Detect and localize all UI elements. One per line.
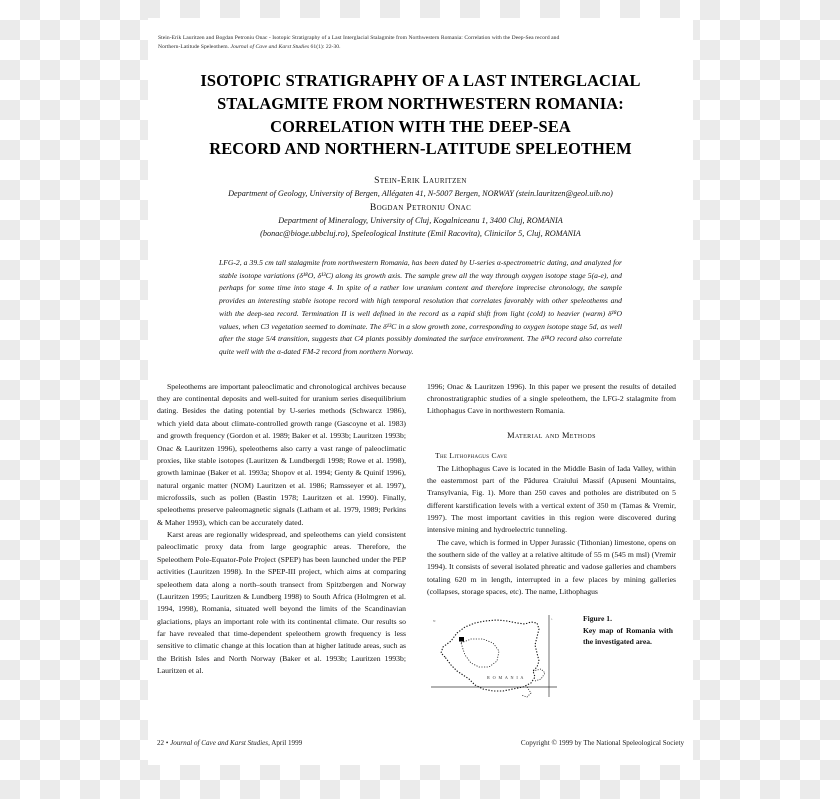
author-affiliation-2-line2: (bonac@bioge.ubbcluj.ro), Speleological Institute (Emil Racovita), Clinicilor 5, Cluj, ROMANIA [260,229,581,239]
svg-text:N: N [433,619,436,624]
romania-map-svg [427,609,575,706]
body-columns [157,381,684,707]
abstract: LFG-2, a 39.5 cm tall stalagmite from northwestern Romania, has been dated by U-series α-spectrometric dating, and analyzed for stable isotope variations (δ¹⁸O, δ¹³C) along its growth axis. The sample grew all the way through oxygen isotope stage 5(a-e), and perhaps for some time into stage 4. In spite of a rather low uranium content and therefore imprecise chronology, the sample provides an interesting stable isotope record with high temporal resolution that correlates favorably with other speleothems and with the deep-sea record. Termination II is well defined in the record as a rapid shift from light (cold) to heavier (warm) δ¹⁸O values, when C3 vegetation seemed to dominate. The δ¹³C in a slow growth zone, corresponding to oxygen isotope stage 5d, as well after the stage 5/4 transition, suggests that C4 plants possibly dominated the surface environment. The δ¹⁸O record also correlate quite well with the α-dated FM-2 record from northern Norway. [219,257,622,357]
figure-caption [583,609,673,647]
running-head-journal: Journal of Cave and Karst Studies [230,43,310,50]
figure-caption-text: Key map of Romania with the investigated area. [583,625,673,647]
figure-number: Figure 1. [583,614,613,624]
title-line-1: ISOTOPIC STRATIGRAPHY OF A LAST INTERGLACIAL [200,71,641,91]
study-area-marker [459,637,464,642]
map-country-label: R O M A N I A [487,675,525,681]
author-name-1: Stein-Erik Lauritzen [374,174,467,186]
left-paragraph-1: Speleothems are important paleoclimatic and chronological archives because they are continental deposits and well-suited for uranium series disequilibrium dating. Besides the dating potential by U-series methods (Schwarcz 1986), which yield data about climate-controlled growth range (Gascoyne et al. 1983) and growth frequency (Gordon et al. 1989; Baker et al. 1993b; Lauritzen 1993b; Onac & Lauritzen 1996), speleothems also carry a vast range of paleoclimatic proxies, like stable isotopes (Lauritzen & Lundbergdi 1998; Rowe et al. 1998), growth laminae (Baker et al. 1993a; Shopov et al. 1994; Genty & Quinif 1996), natural organic matter (NOM) Lauritzen et al. 1986; Ramsseyer et al. 1997), microfossils, such as pollen (Bastin 1978; Lauritzen et al. 1990). Finally, speleothems preserve paleomagnetic signals (Latham et al. 1979, 1989; Perkins & Maher 1993), which can be accurately dated. [157,381,406,527]
paper-page [148,18,693,765]
author-affiliation-2-line1: Department of Mineralogy, University of Cluj, Kogalniceanu 1, 3400 Cluj, ROMANIA [278,216,563,226]
page-title [157,70,684,161]
left-column [157,381,406,707]
running-head [157,34,684,54]
footer-issue: , April 1999 [268,739,303,747]
running-head-line1: Stein-Erik Lauritzen and Bogdan Petroniu Onac - Isotopic Stratigraphy of a Last Interglacial Stalagmite from Northwestern Romania: Correlation with the Deep-Sea record and [158,35,560,41]
footer-copyright: Copyright © 1999 by The National Speleological Society [520,739,684,747]
author-affiliation-1: Department of Geology, University of Bergen, Allégaten 41, N-5007 Bergen, NORWAY (stein.lauritzen@geol.uib.no) [228,189,613,199]
title-line-3: CORRELATION WITH THE DEEP-SEA [270,116,571,136]
right-paragraph-1: 1996; Onac & Lauritzen 1996). In this paper we present the results of detailed chronostratigraphic studies of a single speleothem, the LFG-2 stalagmite from Lithophagus Cave in northwestern Romania. [427,381,676,416]
page-footer [157,739,684,747]
footer-page-number: 22 • [157,739,169,747]
footer-journal-name: Journal of Cave and Karst Studies [170,739,269,747]
romania-key-map [427,609,575,706]
running-head-citation: 61(1): 22-30. [310,43,341,50]
figure-1 [427,609,676,706]
author-block [157,174,684,241]
title-line-2: STALAGMITE FROM NORTHWESTERN ROMANIA: [217,93,624,113]
svg-text:°: ° [551,618,553,623]
left-paragraph-2: Karst areas are regionally widespread, and speleothems can yield consistent paleoclimatic proxy data from large geographic areas. Therefore, the Speleothem Pole-Equator-Pole Project (SPEP) has been launched under the PEP activities (Lauritzen 1998). In the SPEP-III project, which aims at comparing speleothem data along a north–south transect from Spitzbergen and Norway (Lauritzen 1995; Lauritzen & Lundberg 1998) to South Africa (Holmgren et al. 1994, 1998), Romania, situated well beyond the limits of the Scandinavian glaciations, plays an important role with its continental climate. Our results so far have revealed that time-dependent speleothem growth frequency is less sensitive to climatic change at this location than at higher latitude areas, such as the British Isles and North Norway (Baker et al. 1993b; Lauritzen 1993b; Lauritzen et al. [157,530,406,676]
right-paragraph-3: The cave, which is formed in Upper Jurassic (Tithonian) limestone, opens on the southern side of the valley at a relative altitude of 55 m (545 m msl) (Vremir 1994). It consists of several isolated phreatic and vadose galleries and chambers totaling 620 m in length, interrupted in a few places by mining galleries (collapses, storage spaces, etc). The name, Lithophagus [427,537,676,597]
subsection-heading-lithophagus-cave: The Lithophagus Cave [435,451,508,461]
footer-left [157,739,302,747]
title-line-4: RECORD AND NORTHERN-LATITUDE SPELEOTHEM [209,139,632,159]
author-name-2: Bogdan Petroniu Onac [369,201,472,213]
running-head-line2: Northern-Latitude Speleothem. [158,43,230,50]
right-paragraph-2: The Lithophagus Cave is located in the Middle Basin of Iada Valley, within the easternmost part of the Pădurea Craiului Massif (Apuseni Mountains, Transylvania, Fig. 1). More than 250 caves and potholes are distributed on 5 different karstification levels with a vertical extent of 350 m (Tamas & Vremir, 1997). The most important cavities in this region were discovered during intensive mining and hydroelectric tunneling. [427,463,676,535]
right-column [427,381,676,707]
section-heading-material-and-methods: Material and Methods [507,430,596,440]
